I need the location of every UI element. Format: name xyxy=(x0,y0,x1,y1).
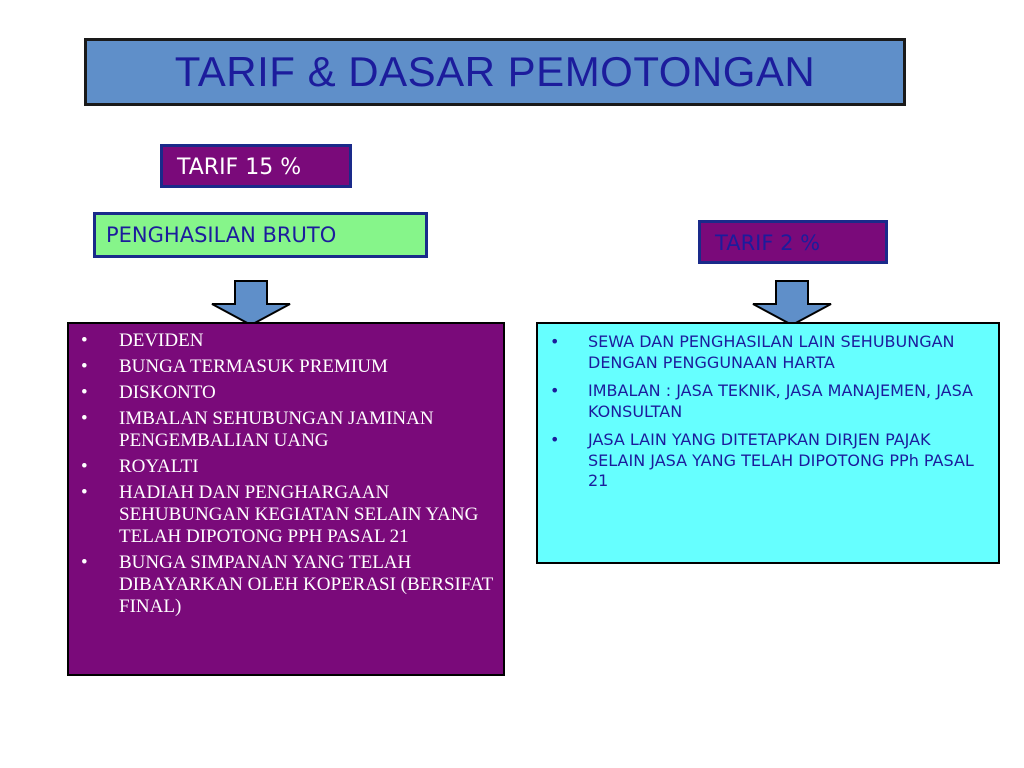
down-arrow-icon xyxy=(211,280,291,326)
list-item-text: ROYALTI xyxy=(119,456,199,477)
bullet-icon: • xyxy=(550,381,560,400)
list-item-text: BUNGA TERMASUK PREMIUM xyxy=(119,356,388,377)
tarif-15-label: TARIF 15 % xyxy=(160,144,352,188)
down-arrow-icon xyxy=(752,280,832,326)
bullet-icon: • xyxy=(81,456,88,477)
list-item xyxy=(81,456,495,478)
list-item xyxy=(81,482,495,548)
list-item xyxy=(81,330,495,352)
slide-title: TARIF & DASAR PEMOTONGAN xyxy=(174,48,816,95)
list-item xyxy=(550,430,990,492)
bullet-icon: • xyxy=(81,356,88,377)
bullet-icon: • xyxy=(81,552,88,573)
list-item-text: BUNGA SIMPANAN YANG TELAH DIBAYARKAN OLEH KOPERASI (BERSIFAT FINAL) xyxy=(119,552,493,617)
bullet-icon: • xyxy=(550,430,560,449)
list-item xyxy=(81,552,495,618)
tarif-15-items-panel xyxy=(67,322,505,676)
tarif-2-label: TARIF 2 % xyxy=(698,220,888,264)
tarif-15-items-list xyxy=(81,330,495,618)
list-item-text: JASA LAIN YANG DITETAPKAN DIRJEN PAJAK SELAIN JASA YANG TELAH DIPOTONG PPh PASAL 21 xyxy=(588,430,974,490)
list-item xyxy=(81,382,495,404)
bullet-icon: • xyxy=(81,382,88,403)
penghasilan-bruto-label: PENGHASILAN BRUTO xyxy=(93,212,428,258)
tarif-2-items-list xyxy=(550,332,990,492)
list-item-text: IMBALAN SEHUBUNGAN JAMINAN PENGEMBALIAN UANG xyxy=(119,408,434,451)
list-item-text: SEWA DAN PENGHASILAN LAIN SEHUBUNGAN DENGAN PENGGUNAAN HARTA xyxy=(588,332,955,372)
list-item xyxy=(550,332,990,373)
bullet-icon: • xyxy=(81,408,88,429)
tarif-2-items-panel xyxy=(536,322,1000,564)
bullet-icon: • xyxy=(81,330,88,351)
list-item xyxy=(550,381,990,422)
bullet-icon: • xyxy=(81,482,88,503)
list-item-text: DISKONTO xyxy=(119,382,216,403)
list-item xyxy=(81,408,495,452)
bullet-icon: • xyxy=(550,332,560,351)
list-item xyxy=(81,356,495,378)
title-box xyxy=(84,38,906,106)
list-item-text: DEVIDEN xyxy=(119,330,204,351)
list-item-text: HADIAH DAN PENGHARGAAN SEHUBUNGAN KEGIATAN SELAIN YANG TELAH DIPOTONG PPH PASAL 21 xyxy=(119,482,479,547)
list-item-text: IMBALAN : JASA TEKNIK, JASA MANAJEMEN, JASA KONSULTAN xyxy=(588,381,973,421)
